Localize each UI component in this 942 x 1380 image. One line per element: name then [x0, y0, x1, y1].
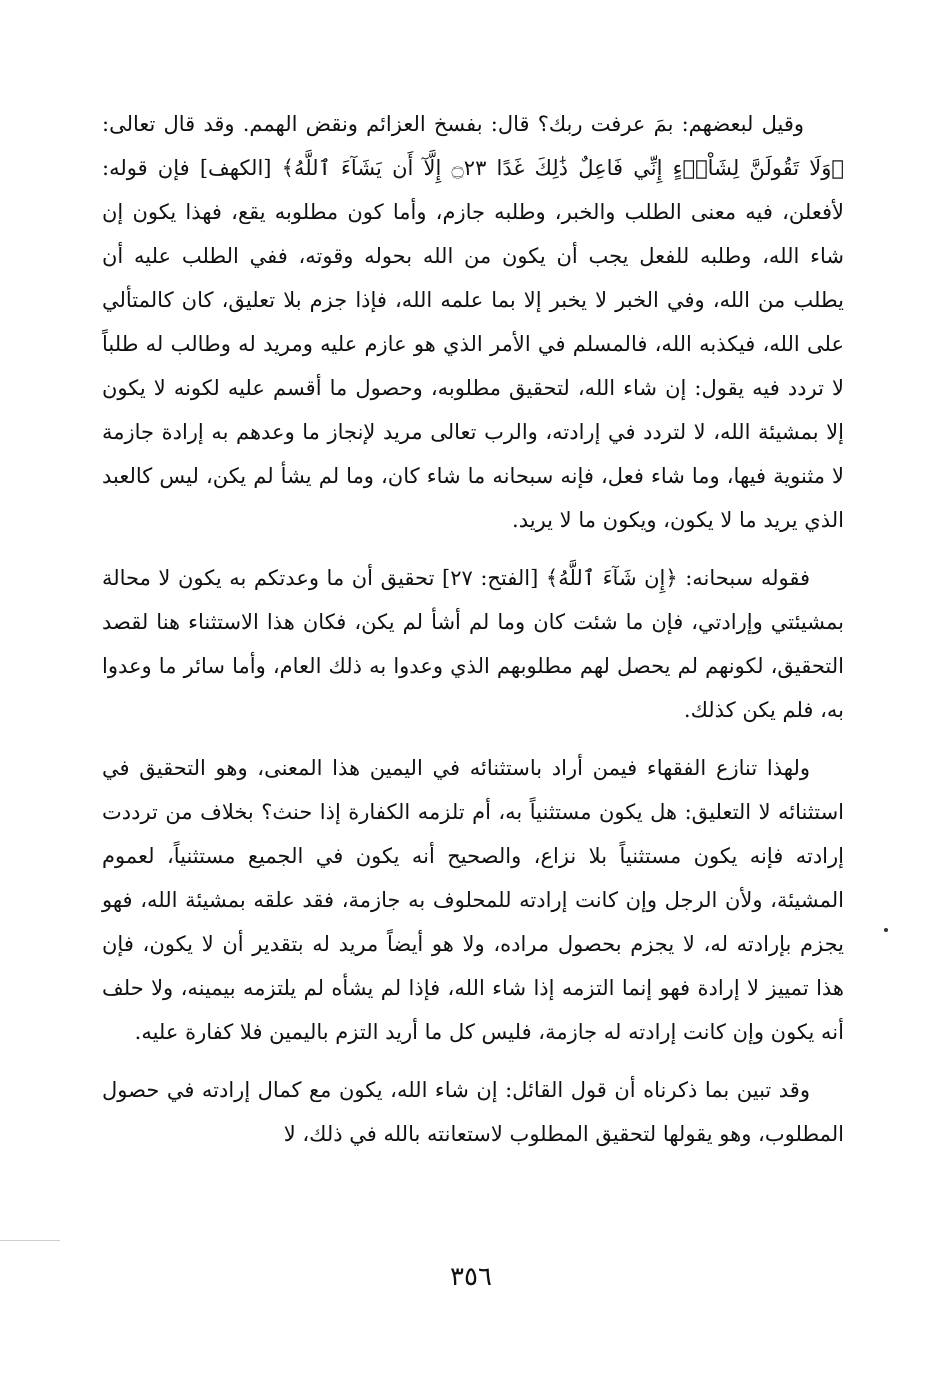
paragraph-2: فقوله سبحانه: ﴿إِن شَآءَ ٱللَّهُ﴾ [الفتح: ٢٧] تحقيق أن ما وعدتكم به يكون لا محالة بمشيئتي وإرادتي، فإن ما شئت كان وما لم أشأ لم يكن، فكان هذا الاستثناء هنا لقصد التحقيق، لكونهم لم يحصل لهم مطلوبهم الذي وعدوا به ذلك العام، وأما سائر ما وعدوا به، فلم يكن كذلك.	[102, 566, 844, 722]
paragraph-4: وقد تبين بما ذكرناه أن قول القائل: إن شاء الله، يكون مع كمال إرادته في حصول المطلوب، وهو يقولها لتحقيق المطلوب لاستعانته بالله في ذلك، لا	[102, 1078, 844, 1146]
scan-edge-line	[0, 1240, 60, 1241]
page-body	[102, 102, 844, 1170]
margin-mark	[884, 928, 888, 932]
page-number: ٣٥٦	[450, 1262, 492, 1292]
paragraph-1: وقيل لبعضهم: بمَ عرفت ربك؟ قال: بفسخ العزائم ونقض الهمم. وقد قال تعالى: ﴿وَلَا تَقُولَنَّ لِشَاْىۡءٍ إِنِّي فَاعِلٌ ذَٰلِكَ غَدًا ۝٢٣ إِلَّآ أَن يَشَآءَ ٱللَّهُ﴾ [الكهف] فإن قوله: لأفعلن، فيه معنى الطلب والخبر، وطلبه جازم، وأما كون مطلوبه يقع، فهذا يكون إن شاء الله، وطلبه للفعل يجب أن يكون من الله بحوله وقوته، ففي الطلب عليه أن يطلب من الله، وفي الخبر لا يخبر إلا بما علمه الله، فإذا جزم بلا تعليق، كان كالمتألي على الله، فيكذبه الله، فالمسلم في الأمر الذي هو عازم عليه ومريد له وطالب له طلباً لا تردد فيه يقول: إن شاء الله، لتحقيق مطلوبه، وحصول ما أقسم عليه لكونه لا يكون إلا بمشيئة الله، لا لتردد في إرادته، والرب تعالى مريد لإنجاز ما وعدهم به إرادة جازمة لا مثنوية فيها، وما شاء فعل، فإنه سبحانه ما شاء كان، وما لم يشأ لم يكن، ليس كالعبد الذي يريد ما لا يكون، ويكون ما لا يريد.	[102, 112, 844, 532]
paragraph-3: ولهذا تنازع الفقهاء فيمن أراد باستثنائه في اليمين هذا المعنى، وهو التحقيق في استثنائه لا التعليق: هل يكون مستثنياً به، أم تلزمه الكفارة إذا حنث؟ بخلاف من ترددت إرادته فإنه يكون مستثنياً بلا نزاع، والصحيح أنه يكون في الجميع مستثنياً، لعموم المشيئة، ولأن الرجل وإن كانت إرادته للمحلوف به جازمة، فقد علقه بمشيئة الله، فهو يجزم بإرادته له، لا يجزم بحصول مراده، ولا هو أيضاً مريد له بتقدير أن لا يكون، فإن هذا تمييز لا إرادة فهو إنما التزمه إذا شاء الله، فإذا لم يشأه لم يلتزمه بيمينه، ولا حلف أنه يكون وإن كانت إرادته له جازمة، فليس كل ما أريد التزم باليمين فلا كفارة عليه.	[102, 756, 844, 1044]
